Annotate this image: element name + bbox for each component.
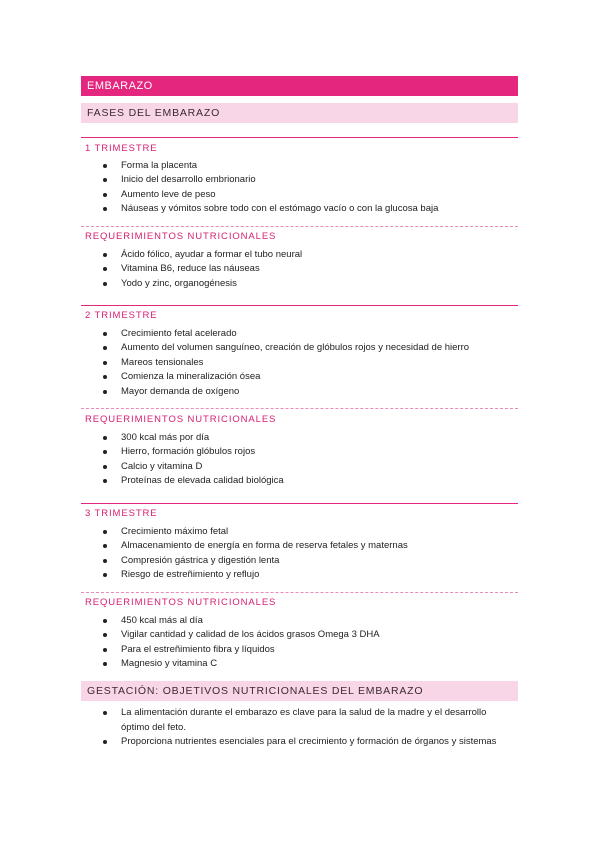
list-item: Comienza la mineralización ósea [101, 370, 506, 384]
trimester-1-heading: 1 TRIMESTRE [85, 143, 158, 154]
list-item: Aumento leve de peso [101, 188, 506, 202]
list-item: Crecimiento fetal acelerado [101, 327, 506, 341]
list-item: Riesgo de estreñimiento y reflujo [101, 568, 506, 582]
list-item: Calcio y vitamina D [101, 460, 506, 474]
list-item: 300 kcal más por día [101, 431, 506, 445]
gestacion-list [101, 706, 506, 750]
trimester-1-requirements-heading: REQUERIMIENTOS NUTRICIONALES [85, 231, 277, 242]
divider [81, 503, 518, 504]
list-item: La alimentación durante el embarazo es clave para la salud de la madre y el desarrollo óptimo del feto. [101, 706, 506, 735]
list-item: Proteínas de elevada calidad biológica [101, 474, 506, 488]
list-item: Aumento del volumen sanguíneo, creación de glóbulos rojos y necesidad de hierro [101, 341, 506, 355]
trimester-3-heading: 3 TRIMESTRE [85, 508, 158, 519]
divider [81, 137, 518, 138]
list-item: Hierro, formación glóbulos rojos [101, 445, 506, 459]
list-item: Proporciona nutrientes esenciales para el crecimiento y formación de órganos y sistemas [101, 735, 506, 750]
list-item: Forma la placenta [101, 159, 506, 173]
list-item: Mayor demanda de oxígeno [101, 385, 506, 399]
divider [81, 592, 518, 593]
trimester-1-requirements-list [101, 248, 506, 291]
section-title-gestacion: GESTACIÓN: OBJETIVOS NUTRICIONALES DEL EMBARAZO [81, 681, 518, 701]
trimester-2-requirements-list [101, 431, 506, 489]
trimester-2-requirements-heading: REQUERIMIENTOS NUTRICIONALES [85, 414, 277, 425]
divider [81, 226, 518, 227]
list-item: 450 kcal más al día [101, 614, 506, 628]
list-item: Para el estreñimiento fibra y líquidos [101, 643, 506, 657]
trimester-3-requirements-list [101, 614, 506, 672]
section-title-fases: FASES DEL EMBARAZO [81, 103, 518, 123]
list-item: Inicio del desarrollo embrionario [101, 173, 506, 187]
divider [81, 305, 518, 306]
list-item: Vitamina B6, reduce las náuseas [101, 262, 506, 276]
trimester-2-list [101, 327, 506, 399]
trimester-3-list [101, 525, 506, 583]
list-item: Almacenamiento de energía en forma de reserva fetales y maternas [101, 539, 506, 553]
list-item: Magnesio y vitamina C [101, 657, 506, 671]
list-item: Compresión gástrica y digestión lenta [101, 554, 506, 568]
trimester-1-list [101, 159, 506, 217]
list-item: Náuseas y vómitos sobre todo con el estómago vacío o con la glucosa baja [101, 202, 506, 216]
trimester-3-requirements-heading: REQUERIMIENTOS NUTRICIONALES [85, 597, 277, 608]
trimester-2-heading: 2 TRIMESTRE [85, 310, 158, 321]
list-item: Vigilar cantidad y calidad de los ácidos grasos Omega 3 DHA [101, 628, 506, 642]
list-item: Crecimiento máximo fetal [101, 525, 506, 539]
list-item: Ácido fólico, ayudar a formar el tubo neural [101, 248, 506, 262]
document-title: EMBARAZO [81, 76, 518, 96]
list-item: Mareos tensionales [101, 356, 506, 370]
list-item: Yodo y zinc, organogénesis [101, 277, 506, 291]
divider [81, 408, 518, 409]
